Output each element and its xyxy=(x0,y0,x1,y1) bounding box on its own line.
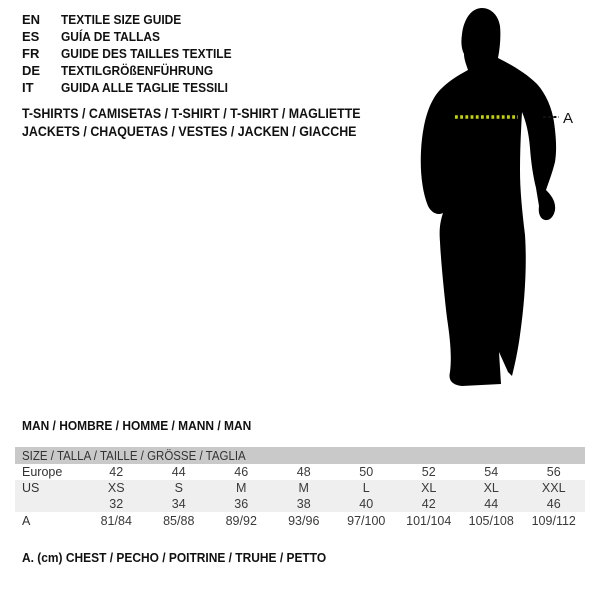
cell: 34 xyxy=(148,496,211,512)
table-row-us-numbers xyxy=(15,496,585,512)
cell: 40 xyxy=(335,496,398,512)
language-row-es xyxy=(22,28,246,45)
row-label xyxy=(15,496,85,512)
language-row-fr xyxy=(22,45,246,62)
language-row-de xyxy=(22,62,246,79)
cell: 52 xyxy=(421,465,436,479)
size-table xyxy=(15,447,585,530)
row-label: A xyxy=(22,514,31,528)
cell: 48 xyxy=(296,465,311,479)
measurement-footnote-text: A. (cm) CHEST / PECHO / POITRINE / TRUHE / PETTO xyxy=(22,550,327,565)
language-row-en xyxy=(22,11,246,28)
male-silhouette xyxy=(421,8,556,386)
cell: XL xyxy=(460,480,523,496)
language-row-it xyxy=(22,79,246,96)
cell: M xyxy=(210,480,273,496)
cell: 54 xyxy=(484,465,499,479)
table-row-us-letters xyxy=(15,480,585,496)
language-code: DE xyxy=(22,63,41,78)
cell: 38 xyxy=(273,496,336,512)
row-label: Europe xyxy=(22,465,63,479)
language-code: FR xyxy=(22,46,40,61)
cell: 85/88 xyxy=(163,514,195,528)
measurement-footnote xyxy=(22,550,353,565)
language-label: TEXTILE SIZE GUIDE xyxy=(61,12,182,27)
table-row-europe xyxy=(15,464,585,480)
category-tshirts: T-SHIRTS / CAMISETAS / T-SHIRT / T-SHIRT / MAGLIETTE xyxy=(22,106,361,121)
cell: XL xyxy=(398,480,461,496)
language-label: GUÍA DE TALLAS xyxy=(61,29,161,44)
cell: 44 xyxy=(460,496,523,512)
language-label: GUIDE DES TAILLES TEXTILE xyxy=(61,46,232,61)
cell: 81/84 xyxy=(100,514,132,528)
language-label: GUIDA ALLE TAGLIE TESSILI xyxy=(61,80,229,95)
table-row-chest xyxy=(15,512,585,530)
cell: 89/92 xyxy=(225,514,257,528)
section-title xyxy=(22,418,271,433)
measure-label-a: A xyxy=(563,110,574,127)
cell: 93/96 xyxy=(288,514,320,528)
table-header: SIZE / TALLA / TAILLE / GRÖSSE / TAGLIA xyxy=(15,447,585,464)
cell: S xyxy=(148,480,211,496)
cell: 44 xyxy=(171,465,186,479)
category-jackets: JACKETS / CHAQUETAS / VESTES / JACKEN / GIACCHE xyxy=(22,124,357,139)
row-label: US xyxy=(15,480,85,496)
language-code: EN xyxy=(22,12,41,27)
cell: 109/112 xyxy=(531,514,576,528)
cell: 105/108 xyxy=(468,514,514,528)
cell: XS xyxy=(85,480,148,496)
cell: 50 xyxy=(359,465,374,479)
language-code: ES xyxy=(22,29,40,44)
cell: XXL xyxy=(523,480,586,496)
cell: 56 xyxy=(546,465,561,479)
language-code: IT xyxy=(22,80,34,95)
cell: 32 xyxy=(85,496,148,512)
cell: 36 xyxy=(210,496,273,512)
language-list xyxy=(22,11,246,96)
cell: 101/104 xyxy=(406,514,452,528)
category-list xyxy=(22,105,390,141)
male-silhouette-figure xyxy=(400,0,600,400)
language-label: TEXTILGRÖßENFÜHRUNG xyxy=(61,63,214,78)
cell: 42 xyxy=(398,496,461,512)
table-header-row xyxy=(15,447,585,464)
cell: 42 xyxy=(109,465,124,479)
cell: 46 xyxy=(234,465,249,479)
cell: 97/100 xyxy=(347,514,386,528)
cell: 46 xyxy=(523,496,586,512)
cell: M xyxy=(273,480,336,496)
section-title-text: MAN / HOMBRE / HOMME / MANN / MAN xyxy=(22,418,252,433)
cell: L xyxy=(335,480,398,496)
